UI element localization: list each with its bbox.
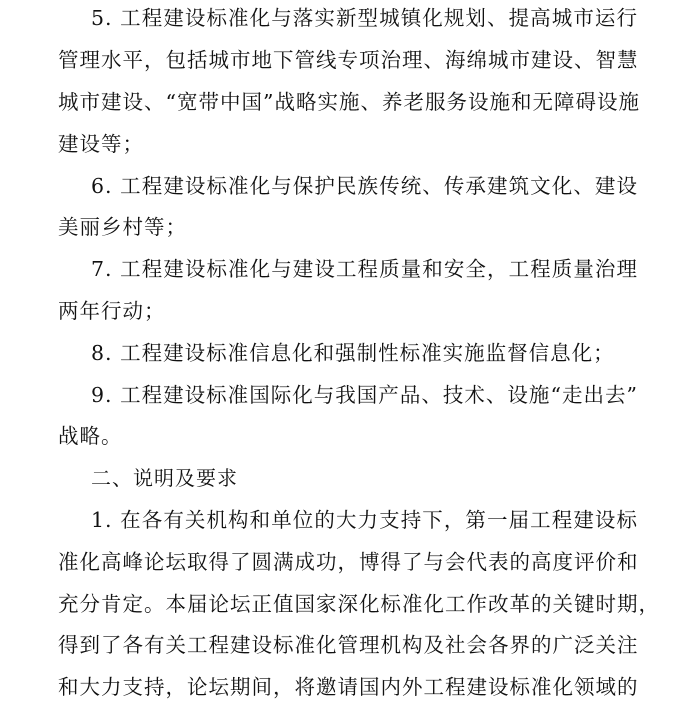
item-9-line-1: 9. 工程建设标准国际化与我国产品、技术、设施“走出去” [91,383,638,407]
item-5-line-1: 5. 工程建设标准化与落实新型城镇化规划、提高城市运行 [91,6,638,30]
paragraph-line-5: 和大力支持，论坛期间，将邀请国内外工程建设标准化领域的 [58,675,639,699]
paragraph-line-2: 准化高峰论坛取得了圆满成功，博得了与会代表的高度评价和 [58,550,639,574]
section-heading: 二、说明及要求 [91,466,238,490]
paragraph-line-3: 充分肯定。本届论坛正值国家深化标准化工作改革的关键时期， [58,592,660,616]
item-8-line-1: 8. 工程建设标准信息化和强制性标准实施监督信息化； [91,341,615,365]
item-6-line-2: 美丽乡村等； [58,215,187,239]
paragraph-line-1: 1. 在各有关机构和单位的大力支持下，第一届工程建设标 [91,508,638,532]
item-7-line-1: 7. 工程建设标准化与建设工程质量和安全，工程质量治理 [91,257,638,281]
item-9-line-2: 战略。 [58,424,123,448]
paragraph-line-4: 得到了各有关工程建设标准化管理机构及社会各界的广泛关注 [58,633,639,657]
item-5-line-2: 管理水平，包括城市地下管线专项治理、海绵城市建设、智慧 [58,48,639,72]
item-7-line-2: 两年行动； [58,299,166,323]
item-5-line-3: 城市建设、“宽带中国”战略实施、养老服务设施和无障碍设施 [58,90,640,114]
item-5-line-4: 建设等； [58,132,144,156]
item-6-line-1: 6. 工程建设标准化与保护民族传统、传承建筑文化、建设 [91,174,638,198]
